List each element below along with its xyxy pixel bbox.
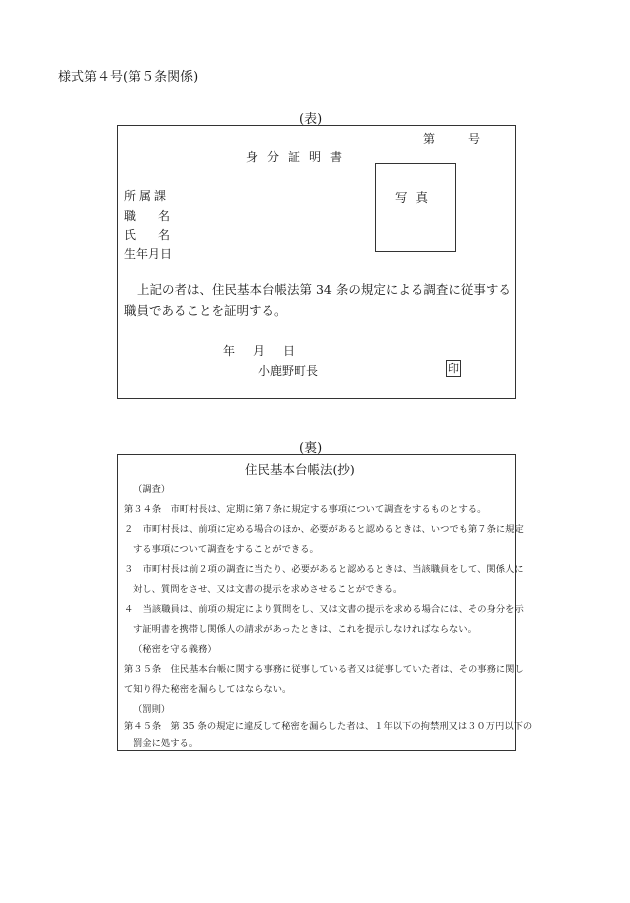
law-line: 対し、質問をさせ、又は文書の提示を求めさせることができる。 xyxy=(133,584,403,595)
law-line: する事項について調査をすることができる。 xyxy=(133,544,319,555)
number-suffix: 号 xyxy=(468,132,481,146)
law-line: ２ 市町村長は、前項に定める場合のほか、必要があると認めるときは、いつでも第７条に規定 xyxy=(124,524,524,535)
id-card-back xyxy=(117,454,533,751)
law-heading: （罰則） xyxy=(133,704,171,715)
law-line: て知り得た秘密を漏らしてはならない。 xyxy=(124,684,292,695)
photo-box xyxy=(375,163,456,252)
field-post: 職 名 xyxy=(124,209,171,223)
law-title: 住民基本台帳法(抄) xyxy=(245,462,355,477)
field-birthdate: 生年月日 xyxy=(124,247,173,261)
issue-date: 年 月 日 xyxy=(223,344,296,358)
law-heading: （秘密を守る義務） xyxy=(133,644,217,655)
law-line: 第４５条 第 35 条の規定に違反して秘密を漏らした者は、１年以下の拘禁刑又は３０万円以下の xyxy=(124,721,533,732)
seal-mark: 印 xyxy=(448,362,459,375)
field-name: 氏 名 xyxy=(124,228,171,242)
document-title: 身分証明書 xyxy=(246,150,352,164)
law-line: ３ 市町村長は前２項の調査に当たり、必要があると認めるときは、当該職員をして、関係人に xyxy=(124,564,524,575)
id-card-front xyxy=(117,125,516,399)
law-line: 第３４条 市町村長は、定期に第７条に規定する事項について調査をするものとする。 xyxy=(124,504,487,515)
photo-label: 写真 xyxy=(394,190,436,205)
front-side-label: (表) xyxy=(299,112,323,127)
law-line: 第３５条 住民基本台帳に関する事務に従事している者又は従事していた者は、その事務に関し xyxy=(124,664,524,675)
law-heading: （調査） xyxy=(133,484,171,495)
field-department: 所属課 xyxy=(124,189,170,203)
law-line: 罰金に処する。 xyxy=(133,738,199,749)
issuer-mayor: 小鹿野町長 xyxy=(258,364,319,378)
certification-text: 上記の者は、住民基本台帳法第 34 条の規定による調査に従事する職員であることを証明する。 xyxy=(124,282,511,318)
form-title: 様式第４号(第５条関係) xyxy=(58,70,199,85)
back-side-label: (裏) xyxy=(299,441,323,456)
law-line: す証明書を携帯し関係人の請求があったときは、これを提示しなければならない。 xyxy=(133,624,477,635)
law-line: ４ 当該職員は、前項の規定により質問をし、又は文書の提示を求める場合には、その身分を示 xyxy=(124,604,524,615)
number-prefix: 第 xyxy=(423,132,436,146)
